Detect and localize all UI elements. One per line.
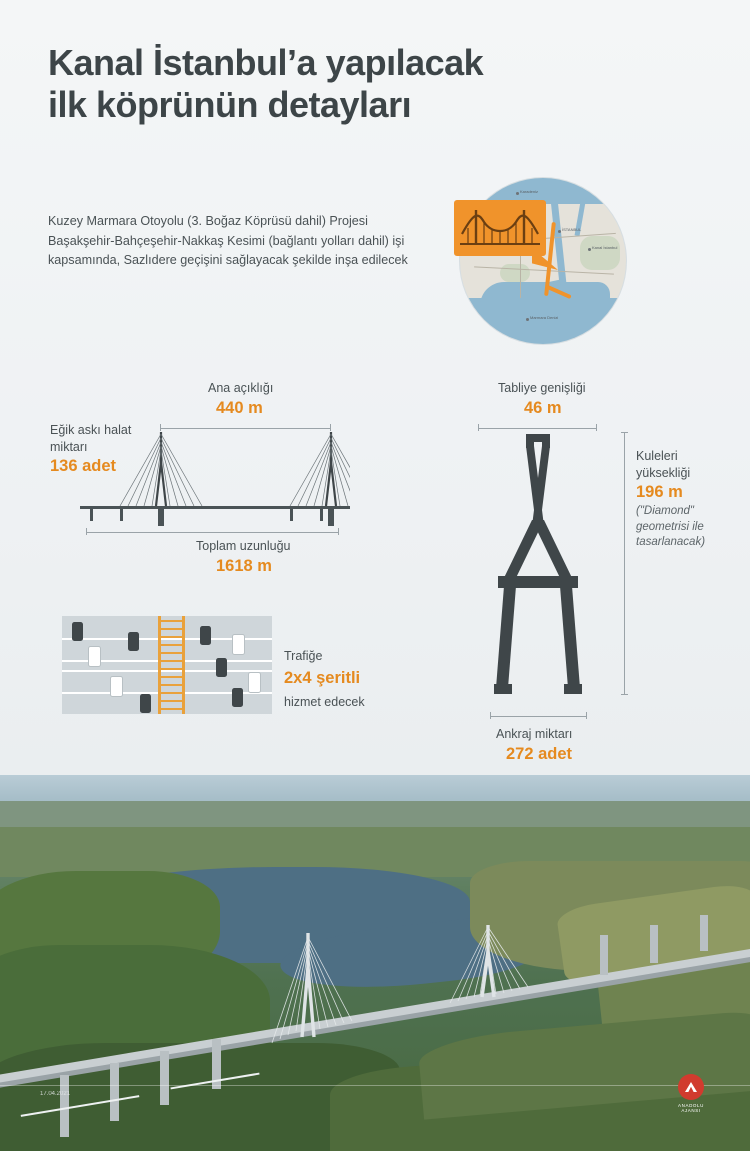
main-span-label: Ana açıklığı [208, 381, 274, 395]
footer-divider [0, 1085, 750, 1086]
anchorage-value: 272 adet [506, 745, 573, 763]
tower-height-value: 196 m [636, 483, 683, 501]
traffic-label-bottom: hizmet edecek [284, 695, 365, 709]
deck-width-label: Tabliye genişliği [498, 381, 586, 395]
agency-logo [668, 1074, 714, 1113]
location-map [460, 178, 626, 344]
map-label-istanbul: İSTANBUL [562, 227, 582, 232]
tower-height-label: Kuleleri yüksekliği [636, 449, 691, 480]
page-title: Kanal İstanbul’a yapılacak ilk köprünün detayları [48, 42, 484, 126]
anchorage-label: Ankraj miktarı [496, 727, 573, 741]
main-span-value: 440 m [216, 399, 263, 417]
suspension-bridge-icon [454, 200, 546, 256]
photo-date-stamp: 17.04.2021 [40, 1091, 71, 1097]
cable-count-value: 136 adet [50, 457, 117, 475]
aa-mark-icon [678, 1074, 704, 1100]
bridge-pylons [270, 925, 560, 1065]
agency-name: ANADOLU AJANSI [678, 1103, 704, 1113]
cable-count-label: Eğik askı halat miktarı [50, 423, 132, 454]
map-label-karadeniz: Karadeniz [520, 189, 539, 194]
cable-stayed-bridge-drawing [80, 418, 350, 530]
deck-width-value: 46 m [524, 399, 562, 417]
render-photo [0, 775, 750, 1151]
total-length-label: Toplam uzunluğu [196, 539, 291, 553]
traffic-value: 2x4 şeritli [284, 669, 361, 687]
map-label-marmara: Marmara Denizi [530, 315, 559, 320]
traffic-label-top: Trafiğe [284, 649, 323, 663]
tower-height-note: ("Diamond" geometrisi ile tasarlanacak) [636, 505, 706, 549]
diamond-tower-drawing [470, 430, 606, 720]
page-subtitle: Kuzey Marmara Otoyolu (3. Boğaz Köprüsü dahil) Projesi Başakşehir-Bahçeşehir-Nakkaş Kesimi (bağlantı yolları dahil) işi kapsamında, Sazlıdere geçişini sağlayacak şekilde inşa edilecek [48, 214, 408, 268]
total-length-value: 1618 m [216, 557, 272, 575]
map-label-kanal: Kanal İstanbul [592, 245, 618, 250]
